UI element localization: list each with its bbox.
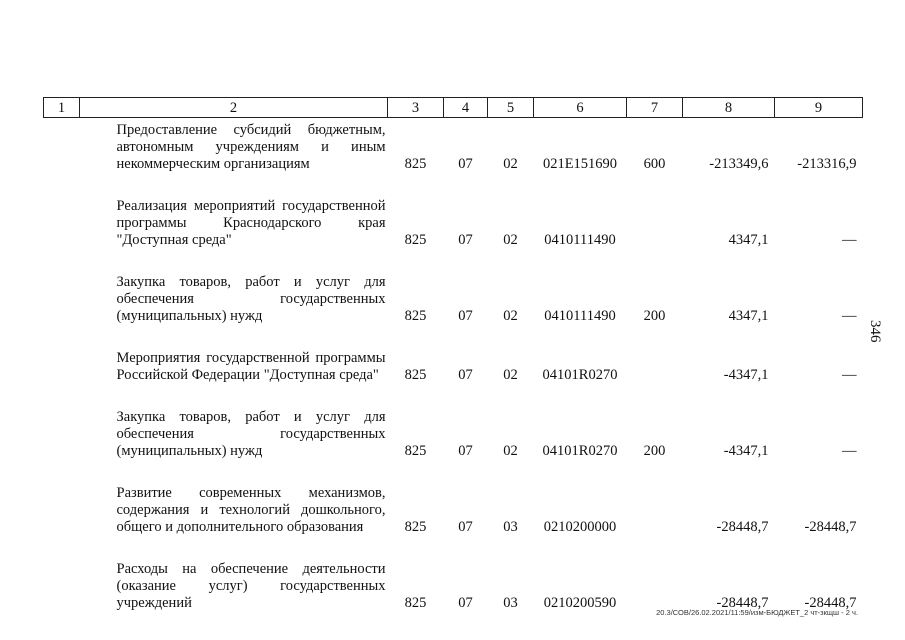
- cell-c3: 825: [404, 308, 427, 324]
- table-row: [44, 485, 863, 536]
- row-description: Предоставление субсидий бюджетным, автономным учреждениям и иным некоммерческим организациям: [116, 122, 386, 172]
- footer-stamp: 20.3/СОВ/26.02.2021/11:59/изм-БЮДЖЕТ_2 чт-зкщш - 2 ч.: [656, 608, 858, 617]
- cell-c3: 825: [404, 595, 427, 611]
- row-description: Расходы на обеспечение деятельности (оказание услуг) государственных учреждений: [116, 561, 386, 611]
- cell-c6: 0410111490: [544, 308, 616, 324]
- budget-table: [43, 97, 863, 612]
- header-cell-5: 5: [488, 98, 534, 118]
- cell-c4: 07: [458, 367, 473, 383]
- cell-c7: 600: [643, 156, 666, 172]
- table-row: [44, 274, 863, 325]
- header-cell-7: 7: [627, 98, 683, 118]
- cell-c5: 02: [503, 308, 518, 324]
- header-cell-6: 6: [534, 98, 627, 118]
- header-cell-9: 9: [775, 98, 863, 118]
- cell-c8: -4347,1: [723, 367, 769, 383]
- cell-c4: 07: [458, 156, 473, 172]
- cell-c7: [627, 561, 683, 612]
- cell-c3: 825: [404, 156, 427, 172]
- cell-c3: 825: [404, 232, 427, 248]
- cell-c8: -28448,7: [716, 595, 769, 611]
- cell-c3: 825: [404, 443, 427, 459]
- cell-c5: 02: [503, 156, 518, 172]
- cell-c6: 0210200000: [543, 519, 617, 535]
- cell-c6: 0410111490: [544, 232, 616, 248]
- table-row: [44, 561, 863, 612]
- cell-c4: 07: [458, 443, 473, 459]
- table-row: [44, 409, 863, 460]
- cell-c7: 200: [643, 308, 666, 324]
- cell-c5: 03: [503, 519, 518, 535]
- cell-c8: -28448,7: [716, 519, 769, 535]
- cell-c9: -28448,7: [804, 595, 857, 611]
- column-number-header-row: [44, 98, 863, 118]
- cell-c8: 4347,1: [728, 308, 769, 324]
- cell-c3: 825: [404, 519, 427, 535]
- header-cell-1: 1: [44, 98, 80, 118]
- table-row: [44, 350, 863, 384]
- header-cell-4: 4: [444, 98, 488, 118]
- cell-c4: 07: [458, 308, 473, 324]
- cell-c4: 07: [458, 232, 473, 248]
- cell-c5: 02: [503, 232, 518, 248]
- cell-c8: -4347,1: [723, 443, 769, 459]
- cell-c9: —: [842, 367, 857, 383]
- cell-c9: -28448,7: [804, 519, 857, 535]
- cell-c6: 0210200590: [543, 595, 617, 611]
- cell-c6: 04101R0270: [542, 443, 618, 459]
- header-cell-3: 3: [388, 98, 444, 118]
- cell-c8: -213349,6: [709, 156, 769, 172]
- cell-c9: —: [842, 232, 857, 248]
- cell-c9: —: [842, 308, 857, 324]
- table-row: [44, 198, 863, 249]
- page-number: 346: [867, 320, 883, 343]
- cell-c4: 07: [458, 519, 473, 535]
- cell-c5: 02: [503, 443, 518, 459]
- row-description: Закупка товаров, работ и услуг для обеспечения государственных (муниципальных) нужд: [116, 409, 386, 459]
- cell-c7: [627, 485, 683, 536]
- cell-c4: 07: [458, 595, 473, 611]
- cell-c9: -213316,9: [797, 156, 857, 172]
- row-description: Реализация мероприятий государственной программы Краснодарского края "Доступная среда": [116, 198, 386, 248]
- cell-c6: 04101R0270: [542, 367, 618, 383]
- header-cell-8: 8: [683, 98, 775, 118]
- row-description: Закупка товаров, работ и услуг для обеспечения государственных (муниципальных) нужд: [116, 274, 386, 324]
- row-description: Развитие современных механизмов, содержания и технологий дошкольного, общего и дополнительного образования: [116, 485, 386, 535]
- cell-c3: 825: [404, 367, 427, 383]
- cell-c5: 02: [503, 367, 518, 383]
- table-row: [44, 122, 863, 173]
- cell-c7: 200: [643, 443, 666, 459]
- cell-c7: [627, 350, 683, 384]
- cell-c7: [627, 198, 683, 249]
- row-description: Мероприятия государственной программы Российской Федерации "Доступная среда": [116, 350, 386, 383]
- cell-c9: —: [842, 443, 857, 459]
- cell-c5: 03: [503, 595, 518, 611]
- header-cell-2: 2: [80, 98, 388, 118]
- cell-c6: 021E151690: [542, 156, 618, 172]
- cell-c8: 4347,1: [728, 232, 769, 248]
